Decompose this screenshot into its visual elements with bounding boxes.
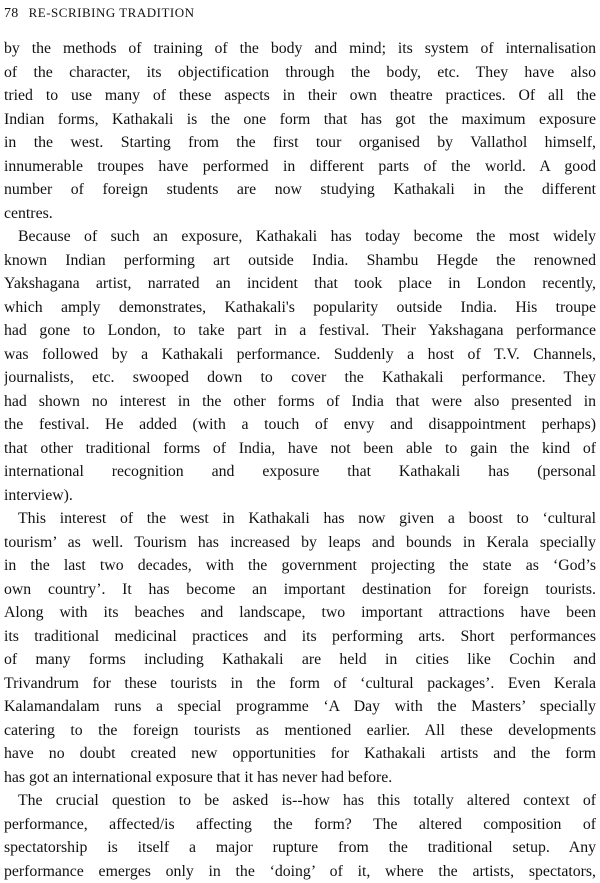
text-line: had shown no interest in the other forms of India that were also presented in xyxy=(4,390,596,414)
text-line: have no doubt created new opportunities for Kathakali artists and the form xyxy=(4,742,596,766)
text-line: tried to use many of these aspects in their own theatre practices. Of all the xyxy=(4,84,596,108)
paragraph xyxy=(4,225,596,507)
text-line: known Indian performing art outside India. Shambu Hegde the renowned xyxy=(4,249,596,273)
paragraph xyxy=(4,507,596,789)
paragraph xyxy=(4,789,596,883)
text-line: has got an international exposure that it has never had before. xyxy=(4,766,596,790)
text-line: journalists, etc. swooped down to cover the Kathakali performance. They xyxy=(4,366,596,390)
text-line: in the west. Starting from the first tour organised by Vallathol himself, xyxy=(4,131,596,155)
text-line: in the last two decades, with the government projecting the state as ‘God’s xyxy=(4,554,596,578)
running-head xyxy=(4,5,596,27)
text-line: This interest of the west in Kathakali has now given a boost to ‘cultural xyxy=(4,507,596,531)
text-line: was followed by a Kathakali performance. Suddenly a host of T.V. Channels, xyxy=(4,343,596,367)
text-line: centres. xyxy=(4,202,596,226)
text-line: Trivandrum for these tourists in the form of ‘cultural packages’. Even Kerala xyxy=(4,672,596,696)
text-line: Because of such an exposure, Kathakali has today become the most widely xyxy=(4,225,596,249)
text-line: of many forms including Kathakali are held in cities like Cochin and xyxy=(4,648,596,672)
text-line: spectatorship is itself a major rupture from the traditional setup. Any xyxy=(4,836,596,860)
text-line: performance, affected/is affecting the form? The altered composition of xyxy=(4,813,596,837)
text-line: catering to the foreign tourists as mentioned earlier. All these developments xyxy=(4,719,596,743)
text-line: Along with its beaches and landscape, two important attractions have been xyxy=(4,601,596,625)
text-line: the festival. He added (with a touch of envy and disappointment perhaps) xyxy=(4,413,596,437)
running-title: RE-SCRIBING TRADITION xyxy=(29,5,195,21)
text-line: had gone to London, to take part in a festival. Their Yakshagana performance xyxy=(4,319,596,343)
text-line: Yakshagana artist, narrated an incident that took place in London recently, xyxy=(4,272,596,296)
text-line: number of foreign students are now studying Kathakali in the different xyxy=(4,178,596,202)
text-line: its traditional medicinal practices and its performing arts. Short performances xyxy=(4,625,596,649)
text-line: tourism’ as well. Tourism has increased by leaps and bounds in Kerala specially xyxy=(4,531,596,555)
text-line: Indian forms, Kathakali is the one form that has got the maximum exposure xyxy=(4,108,596,132)
text-line: own country’. It has become an important destination for foreign tourists. xyxy=(4,578,596,602)
page-number: 78 xyxy=(4,6,19,22)
paragraph xyxy=(4,37,596,225)
text-line: performance emerges only in the ‘doing’ of it, where the artists, spectators, xyxy=(4,860,596,883)
text-line: of the character, its objectification through the body, etc. They have also xyxy=(4,61,596,85)
text-line: The crucial question to be asked is--how has this totally altered context of xyxy=(4,789,596,813)
text-line: interview). xyxy=(4,484,596,508)
text-line: that other traditional forms of India, have not been able to gain the kind of xyxy=(4,437,596,461)
text-line: innumerable troupes have performed in different parts of the world. A good xyxy=(4,155,596,179)
text-line: international recognition and exposure that Kathakali has (personal xyxy=(4,460,596,484)
text-line: which amply demonstrates, Kathakali's popularity outside India. His troupe xyxy=(4,296,596,320)
text-line: Kalamandalam runs a special programme ‘A Day with the Masters’ specially xyxy=(4,695,596,719)
text-line: by the methods of training of the body and mind; its system of internalisation xyxy=(4,37,596,61)
body-text xyxy=(4,37,596,883)
